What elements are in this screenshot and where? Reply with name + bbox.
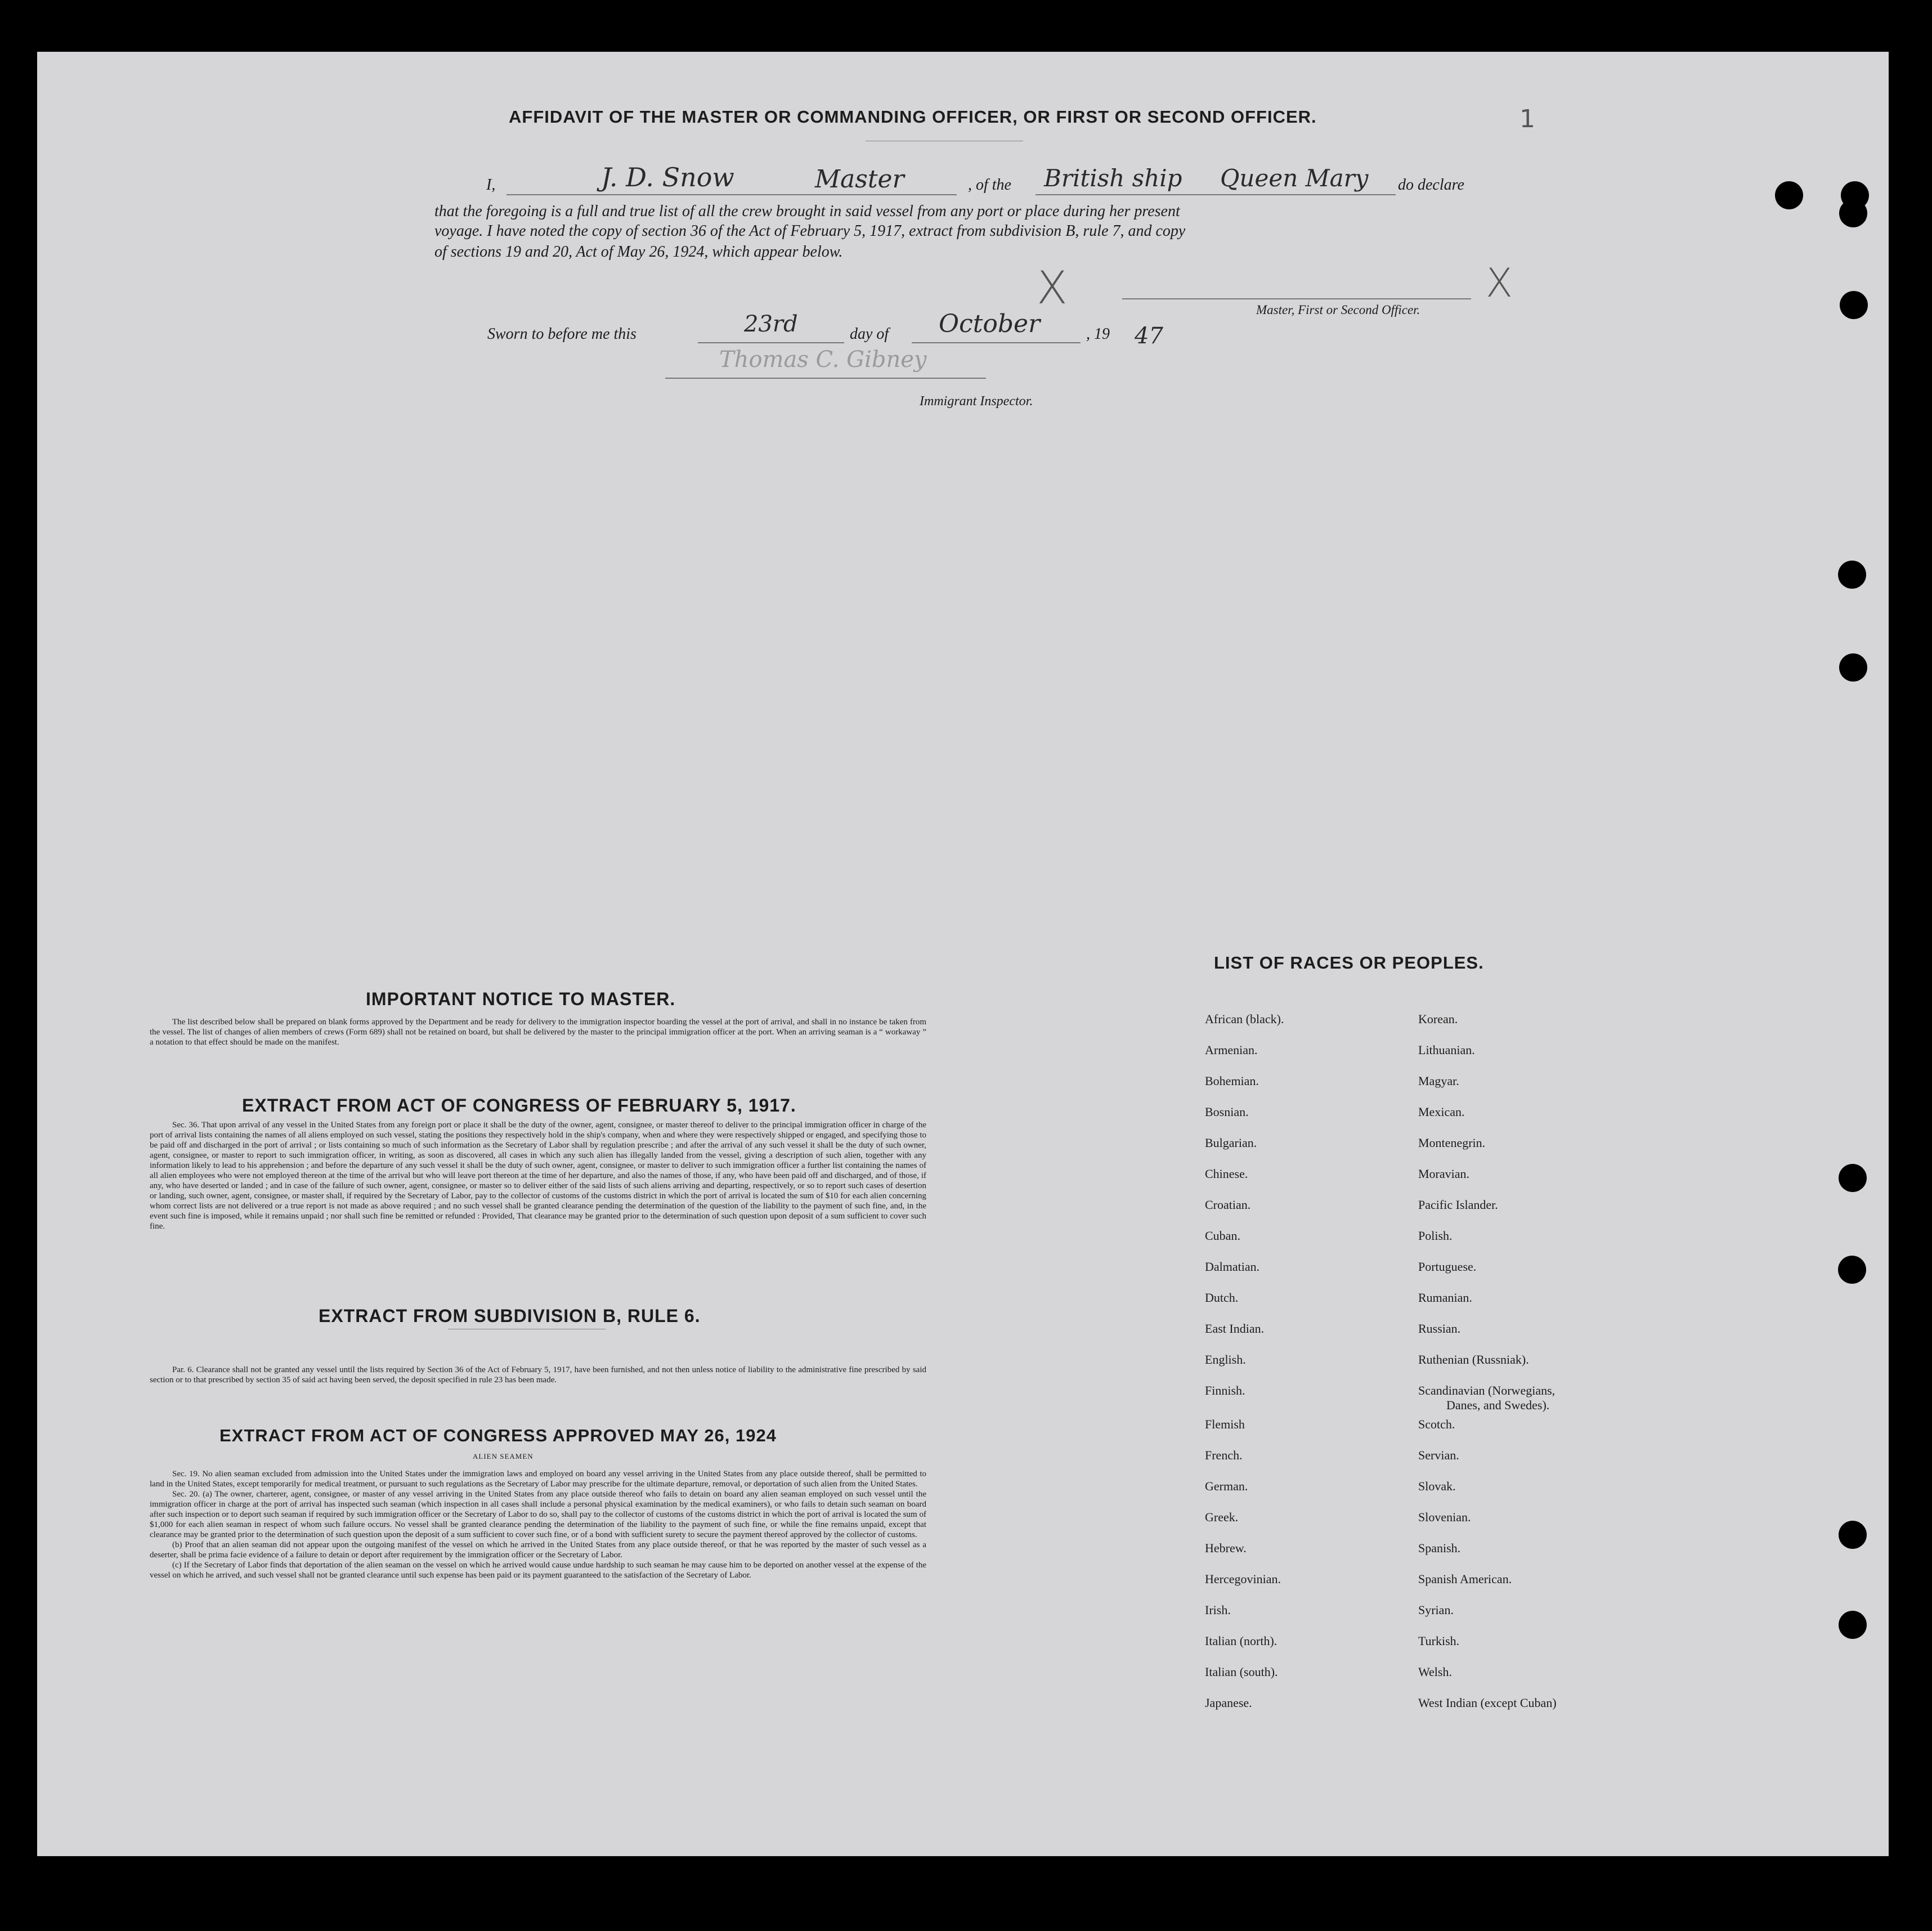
race-col1-item: Japanese. — [1205, 1696, 1252, 1710]
officer-signature-line — [1122, 298, 1471, 299]
of-the-label: , of the — [968, 176, 1011, 194]
extract-1917-title: EXTRACT FROM ACT OF CONGRESS OF FEBRUARY 5, 1917. — [242, 1095, 796, 1115]
name-line — [506, 194, 957, 195]
race-col2-item: Spanish. — [1418, 1541, 1461, 1555]
inspector-signature: Thomas C. Gibney — [719, 347, 927, 373]
extract-rule6-text — [150, 1365, 926, 1385]
i-label: I, — [486, 176, 496, 194]
race-col1-item: African (black). — [1205, 1012, 1284, 1026]
affidavit-body-line-2: voyage. I have noted the copy of section 36 of the Act of February 5, 1917, extract from subdivision B, rule 7, and copy — [434, 222, 1186, 240]
race-col2-item: Slovenian. — [1418, 1510, 1471, 1524]
affidavit-body-line-3: of sections 19 and 20, Act of May 26, 1924, which appear below. — [434, 243, 843, 261]
race-col1-item: Hebrew. — [1205, 1541, 1247, 1555]
race-col2-item: West Indian (except Cuban) — [1418, 1696, 1557, 1710]
race-col1-item: Armenian. — [1205, 1043, 1258, 1057]
race-col1-item: East Indian. — [1205, 1321, 1265, 1336]
race-col2-item: Montenegrin. — [1418, 1136, 1486, 1150]
punch-hole-3 — [1840, 291, 1868, 319]
extract-rule6-title: EXTRACT FROM SUBDIVISION B, RULE 6. — [319, 1306, 701, 1326]
sworn-label: Sworn to before me this — [487, 325, 636, 343]
race-col2-item: Scotch. — [1418, 1417, 1455, 1431]
punch-hole-7 — [1838, 1256, 1866, 1284]
race-col1-item: Bohemian. — [1205, 1074, 1259, 1088]
race-col1-item: French. — [1205, 1448, 1243, 1462]
race-col2-item: Russian. — [1418, 1321, 1461, 1336]
race-col1-item: Italian (south). — [1205, 1665, 1278, 1679]
race-col1-item: Bulgarian. — [1205, 1136, 1257, 1150]
officer-label: Master, First or Second Officer. — [1256, 303, 1420, 317]
race-col2-item: Welsh. — [1418, 1665, 1452, 1679]
race-col2-item: Lithuanian. — [1418, 1043, 1475, 1057]
ship-type: British ship — [1044, 164, 1182, 192]
ship-line — [1036, 194, 1396, 195]
year-suffix: 47 — [1135, 323, 1163, 349]
race-col1-item: Greek. — [1205, 1510, 1239, 1524]
race-col2-item: Moravian. — [1418, 1167, 1470, 1181]
race-col1-item: Croatian. — [1205, 1198, 1251, 1212]
race-col1-item: Dutch. — [1205, 1291, 1239, 1305]
race-col2-item: Ruthenian (Russniak). — [1418, 1352, 1529, 1367]
race-col2-item: Pacific Islander. — [1418, 1198, 1498, 1212]
notice-paragraph: The list described below shall be prepared on blank forms approved by the Department and be ready for delivery to the immigration inspector boarding the vessel at the port of arrival, and shall in no instance be taken from the vessel. The list of changes of alien members of crews (Form 689) shall not be retained on board, but shall be delivered by the master to the principal immigration officer at the port. When an arriving seaman is a “ workaway ” a notation to that effect should be made on the manifest. — [150, 1018, 926, 1047]
race-col1-item: Chinese. — [1205, 1167, 1248, 1181]
sec-20c-paragraph: (c) If the Secretary of Labor finds that deportation of the alien seaman on the vessel on which he arrived would cause undue hardship to such seaman he may cause him to be deported on another vessel at the expense of the vessel on which he arrived, and such vessel shall not be granted clearance until such expense has been paid or its payment guaranteed to the satisfaction of the Secretary of Labor. — [150, 1561, 926, 1580]
day-of-label: day of — [850, 325, 889, 343]
race-col2-item: Turkish. — [1418, 1634, 1460, 1648]
year-prefix: , 19 — [1086, 325, 1110, 343]
race-col2-item: Syrian. — [1418, 1603, 1454, 1617]
race-col2-item: Rumanian. — [1418, 1291, 1472, 1305]
race-col2-item: Spanish American. — [1418, 1572, 1512, 1586]
sec-20b-paragraph: (b) Proof that an alien seaman did not appear upon the outgoing manifest of the vessel on which he arrived in the United States from any place outside thereof, or that he was reported by the master of such vessel as a deserter, shall be prima facie evidence of a failure to detain or deport after requirement by the immigration officer or the Secretary of Labor. — [150, 1540, 926, 1560]
race-col1-item: Hercegovinian. — [1205, 1572, 1281, 1586]
x-mark-officer: X — [1486, 260, 1513, 306]
race-col2-item: Korean. — [1418, 1012, 1458, 1026]
race-col1-item: Irish. — [1205, 1603, 1231, 1617]
race-col2-item: Magyar. — [1418, 1074, 1459, 1088]
rank-value: Master — [815, 165, 904, 194]
race-col2-item: Polish. — [1418, 1229, 1453, 1243]
race-col1-item: Flemish — [1205, 1417, 1245, 1431]
sec-36-paragraph: Sec. 36. That upon arrival of any vessel in the United States from any foreign port or place it shall be the duty of the owner, agent, consignee, or master thereof to deliver to the principal immigration officer in charge of the port of arrival lists containing the names of all aliens employed on such vessel, stating the positions they respectively hold in the ship's company, when and where they were respectively shipped or engaged, and specifying those to be paid off and discharged in the port of arrival ; or lists containing so much of such information as the Secretary of Labor shall by regulation prescribe ; and after the arrival of any such vessel it shall be the duty of such owner, agent, consignee, or master to report to such immigration officer, in writing, as soon as discovered, all cases in which any such alien has illegally landed from the vessel, giving a description of such alien, together with any information likely to lead to his apprehension ; and before the departure of any such vessel it shall be the duty of such owner, agent, consignee, or master to deliver to such immigration officer a further list containing the names of all alien employees who were not employed thereon at the time of the arrival but who will leave port thereon at the time of her departure, and also the names of those, if any, who have been paid off and discharged, and of those, if any, who have deserted or landed ; and in case of the failure of such owner, agent, consignee, or master so to deliver either of the said lists of such aliens arriving and departing, respectively, or so to report such cases of desertion or landing, such owner, agent, consignee, or master shall, if required by the Secretary of Labor, pay to the collector of customs of the customs district in which the port of arrival is located the sum of $10 for each alien concerning whom correct lists are not delivered or a true report is not made as above required ; and no such vessel shall be granted clearance pending the determination of the question of the liability to the payment of such fine, and, in the event such fine is imposed, while it remains unpaid ; nor shall such fine be remitted or refunded : Provided, That clearance may be granted prior to the determination of such question upon deposit of a sum sufficient to cover such fine. — [150, 1121, 926, 1231]
punch-hole-5 — [1839, 653, 1867, 682]
notice-text — [150, 1017, 926, 1047]
race-col2-item: Mexican. — [1418, 1105, 1465, 1119]
race-col2-item: Slovak. — [1418, 1479, 1456, 1493]
master-name: J. D. Snow — [601, 162, 734, 192]
month-value: October — [939, 310, 1041, 338]
extract-1917-text — [150, 1120, 926, 1231]
race-col1-item: Dalmatian. — [1205, 1260, 1260, 1274]
race-col1-item: Finnish. — [1205, 1383, 1245, 1397]
race-col2-item: Portuguese. — [1418, 1260, 1477, 1274]
race-col2-item: Scandinavian (Norwegians, — [1418, 1383, 1556, 1397]
day-value: 23rd — [744, 311, 798, 337]
punch-hole-10 — [1775, 181, 1803, 209]
affidavit-title: AFFIDAVIT OF THE MASTER OR COMMANDING OFFICER, OR FIRST OR SECOND OFFICER. — [509, 107, 1317, 127]
race-col2-item: Servian. — [1418, 1448, 1459, 1462]
race-col1-item: German. — [1205, 1479, 1248, 1493]
sec-19-paragraph: Sec. 19. No alien seaman excluded from admission into the United States under the immigration laws and employed on board any vessel arriving in the United States from any place outside thereof, shall be permitted to land in the United States, except temporarily for medical treatment, or pursuant to such regulations as the Secretary of Labor may prescribe for the ultimate departure, removal, or deportation of such alien from the United States. — [150, 1469, 926, 1489]
punch-hole-6 — [1839, 1164, 1867, 1192]
declare-label: do declare — [1398, 176, 1464, 194]
inspector-label: Immigrant Inspector. — [920, 394, 1033, 409]
punch-hole-8 — [1839, 1521, 1867, 1549]
race-col2-item: Danes, and Swedes). — [1446, 1398, 1550, 1412]
day-line — [698, 342, 844, 343]
race-col1-item: Bosnian. — [1205, 1105, 1249, 1119]
par-6-paragraph: Par. 6. Clearance shall not be granted any vessel until the lists required by Section 36 of the Act of February 5, 1917, have been furnished, and not then unless notice of liability to the administrative fine prescribed by said section or to that prescribed by section 35 of said act having been served, the deposit specified in rule 23 has been made. — [150, 1365, 926, 1385]
extract-1924-subtitle: ALIEN SEAMEN — [473, 1452, 534, 1460]
race-col1-item: Cuban. — [1205, 1229, 1240, 1243]
month-line — [912, 342, 1081, 343]
race-col1-item: Italian (north). — [1205, 1634, 1277, 1648]
punch-hole-2 — [1839, 199, 1867, 227]
extract-1924-text — [150, 1469, 926, 1580]
punch-hole-4 — [1838, 561, 1866, 589]
affidavit-body-line-1: that the foregoing is a full and true list of all the crew brought in said vessel from any port or place during her present — [434, 203, 1180, 220]
sec-20a-paragraph: Sec. 20. (a) The owner, charterer, agent, consignee, or master of any vessel arriving in the United States from any place outside thereof who fails to detain on board any alien seaman employed on such vessel until the immigration officer in charge at the port of arrival has inspected such seaman (which inspection in all cases shall include a personal physical examination by the medical examiners), or who fails to detain such seaman on board after such inspection or to deport such seaman if required by such immigration officer or the Secretary of Labor to do so, shall pay to the collector of customs of the customs district in which the port of arrival is located the sum of $1,000 for each alien seaman in respect of whom such failure occurs. No vessel shall be granted clearance pending the determination of the liability to the payment of such fine, or while the fine remains unpaid, except that clearance may be granted prior to the determination of such question upon the deposit of a sum sufficient to cover such fine, or of a bond with sufficient surety to secure the payment thereof approved by the collector of customs. — [150, 1490, 926, 1539]
punch-hole-9 — [1839, 1611, 1867, 1639]
inspector-line — [665, 378, 986, 379]
races-title: LIST OF RACES OR PEOPLES. — [1214, 953, 1484, 973]
x-mark-inspector: X — [1037, 262, 1068, 314]
extract-1924-title: EXTRACT FROM ACT OF CONGRESS APPROVED MAY 26, 1924 — [219, 1426, 777, 1445]
notice-title: IMPORTANT NOTICE TO MASTER. — [366, 989, 676, 1009]
ship-name: Queen Mary — [1220, 164, 1369, 192]
page-mark: 1 — [1519, 105, 1535, 133]
race-col1-item: English. — [1205, 1352, 1246, 1367]
